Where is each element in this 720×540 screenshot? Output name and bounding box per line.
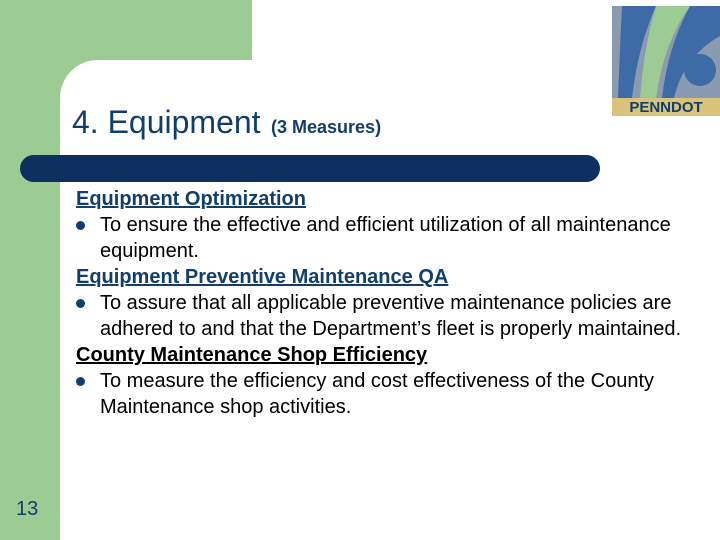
logo-wordmark: PENNDOT [629,99,703,116]
bullet-text: To ensure the effective and efficient utilization of all maintenance equipment. [100,214,671,262]
bullet-dot-icon [76,377,85,386]
bullet-text: To measure the efficiency and cost effectiveness of the County Maintenance shop activities. [100,370,655,418]
page-number: 13 [16,498,39,520]
bullet-text: To assure that all applicable preventive maintenance policies are adhered to and that the Department’s fleet is properly maintained. [100,292,682,340]
left-accent-band [0,0,60,540]
bullet-item [76,212,696,264]
bullet-dot-icon [76,221,85,230]
title-note: (3 Measures) [271,117,382,137]
bullet-dot-icon [76,299,85,308]
bullet-item [76,368,696,420]
bullet-item [76,290,696,342]
section-heading-optimization: Equipment Optimization [76,188,306,210]
section-heading-preventive-qa: Equipment Preventive Maintenance QA [76,266,449,288]
slide-title [72,104,381,141]
section-heading-shop-efficiency: County Maintenance Shop Efficiency [76,344,428,366]
penndot-logo [612,6,720,116]
slide-body [76,186,696,420]
title-rule [20,155,600,182]
title-main: 4. Equipment [72,104,261,140]
